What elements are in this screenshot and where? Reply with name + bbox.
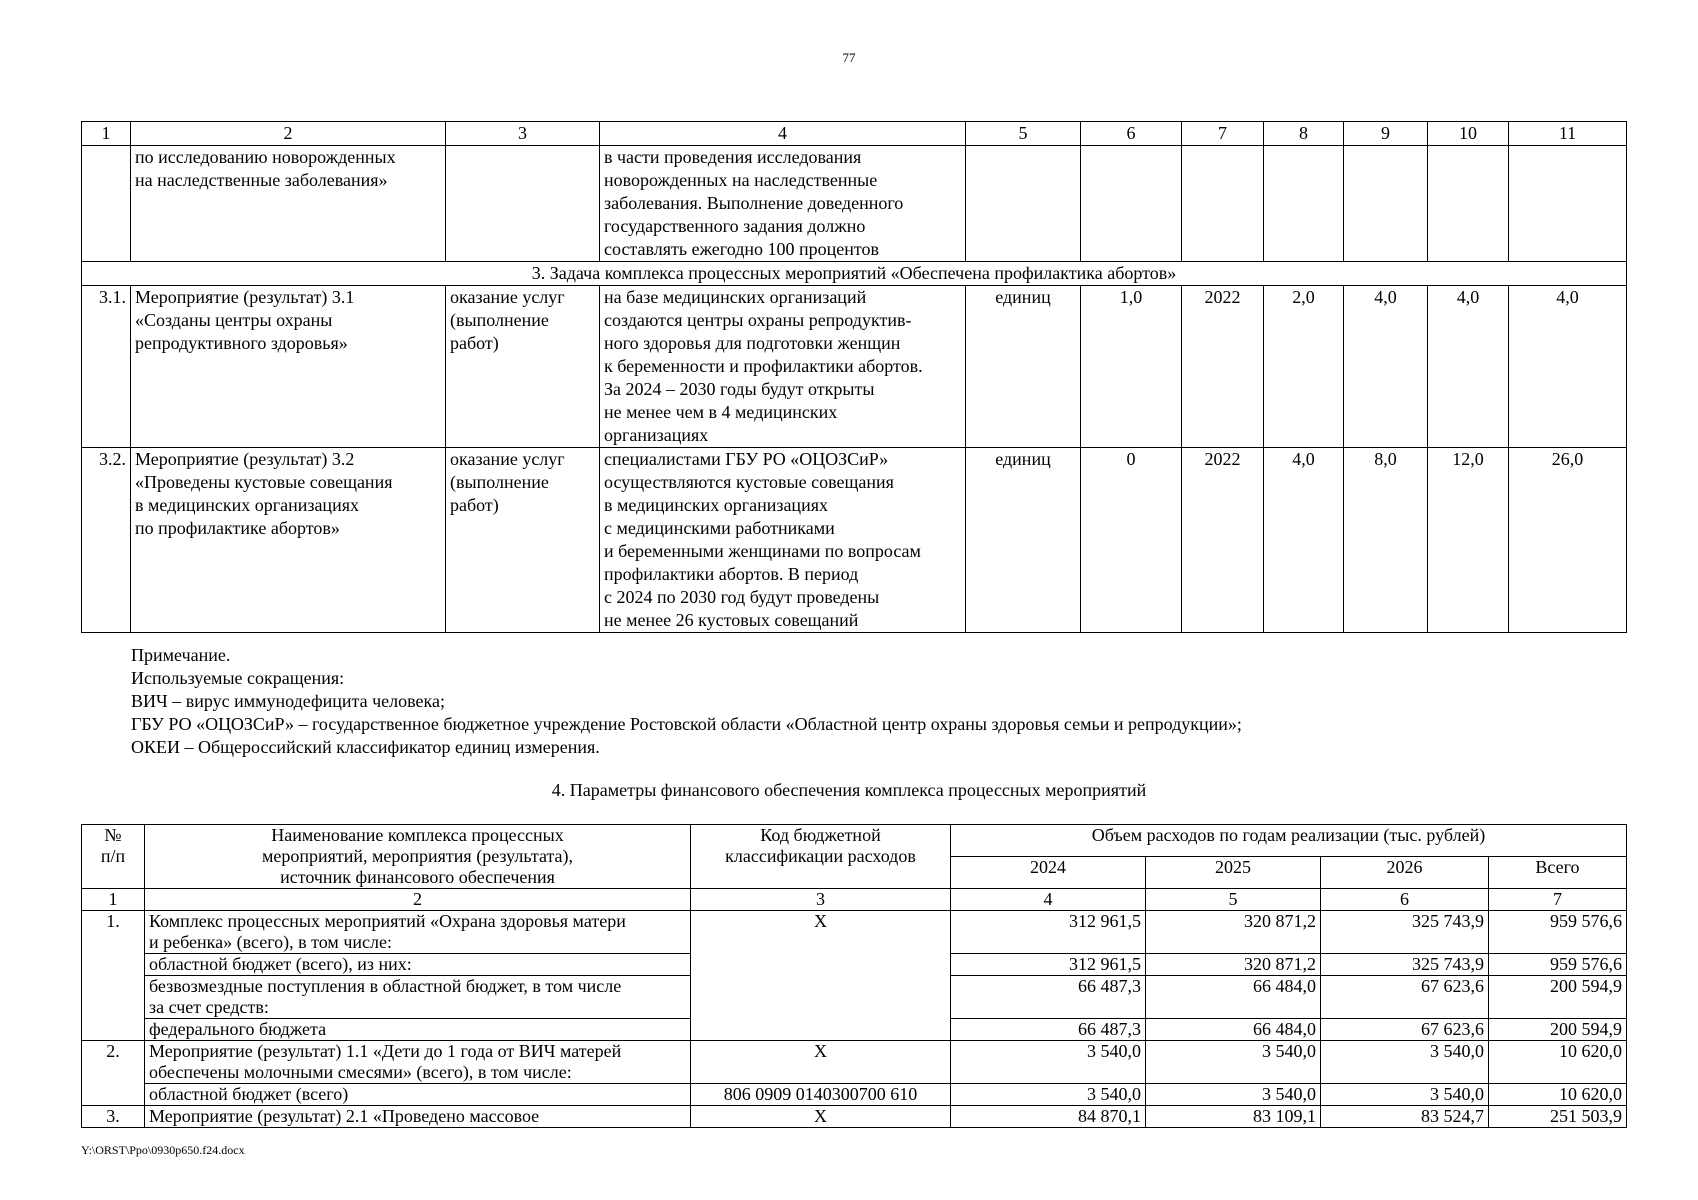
cell-name: Мероприятие (результат) 1.1 «Дети до 1 года от ВИЧ матерей обеспечены молочными смесями» (всего), в том числе: [145, 1041, 691, 1084]
cell-value: 320 871,2 [1146, 911, 1321, 954]
cell-value: 66 484,0 [1146, 976, 1321, 1019]
cell-value: 959 576,6 [1489, 954, 1627, 976]
cell-value: 251 503,9 [1489, 1106, 1627, 1128]
cell-value: 3 540,0 [1321, 1084, 1489, 1106]
table-header-row [82, 825, 1627, 857]
cell-description: на базе медицинских организаций создаются центры охраны репродуктив- ного здоровья для подготовки женщин к беременности и профилактики абортов. За 2024 – 2030 годы будут открыты не менее чем в 4 медицинских организациях [600, 286, 966, 448]
note-line: Примечание. [131, 645, 231, 665]
file-path-footer: Y:\ORST\Ppo\0930p650.f24.docx [81, 1143, 245, 1157]
cell-value: 312 961,5 [951, 911, 1146, 954]
cell-value: 67 623,6 [1321, 976, 1489, 1019]
cell-code: 806 0909 0140300700 610 [691, 1084, 951, 1106]
cell-name: безвозмездные поступления в областной бюджет, в том числе за счет средств: [145, 976, 691, 1019]
cell-name: Мероприятие (результат) 3.1 «Созданы центры охраны репродуктивного здоровья» [131, 286, 446, 448]
cell [966, 146, 1081, 262]
cell-value: 66 487,3 [951, 976, 1146, 1019]
finance-table [81, 824, 1627, 1128]
cell-type: оказание услуг (выполнение работ) [446, 448, 600, 633]
row-number: 3.2. [82, 448, 131, 633]
col-header: 11 [1509, 122, 1627, 146]
table-row [82, 1084, 1627, 1106]
table-row [82, 448, 1627, 633]
cell-value: 200 594,9 [1489, 1019, 1627, 1041]
cell-type: оказание услуг (выполнение работ) [446, 286, 600, 448]
header-code: Код бюджетной классификации расходов [691, 825, 951, 889]
cell-value: 4,0 [1264, 448, 1344, 633]
cell [446, 146, 600, 262]
row-number: 1. [82, 911, 145, 1041]
table-row [82, 146, 1627, 262]
cell-name: Мероприятие (результат) 3.2 «Проведены кустовые совещания в медицинских организациях по профилактике абортов» [131, 448, 446, 633]
cell [1509, 146, 1627, 262]
cell-value: 10 620,0 [1489, 1084, 1627, 1106]
cell-value: 4,0 [1428, 286, 1509, 448]
note-line: ГБУ РО «ОЦОЗСиР» – государственное бюджетное учреждение Ростовской области «Областной центр охраны здоровья семьи и репродукции»; [131, 714, 1242, 734]
cell-value: 8,0 [1344, 448, 1428, 633]
cell-value: 26,0 [1509, 448, 1627, 633]
cell-value: 320 871,2 [1146, 954, 1321, 976]
note-line: Используемые сокращения: [131, 668, 345, 688]
cell-value: 66 484,0 [1146, 1019, 1321, 1041]
cell-value: 67 623,6 [1321, 1019, 1489, 1041]
cell-value: 12,0 [1428, 448, 1509, 633]
col-header: 6 [1081, 122, 1182, 146]
note-line: ОКЕИ – Общероссийский классификатор единиц измерения. [131, 737, 600, 757]
cell [1081, 146, 1182, 262]
cell-name: областной бюджет (всего), из них: [145, 954, 691, 976]
cell-base-value: 0 [1081, 448, 1182, 633]
note-line: ВИЧ – вирус иммунодефицита человека; [131, 691, 445, 711]
cell-description: специалистами ГБУ РО «ОЦОЗСиР» осуществляются кустовые совещания в медицинских организациях с медицинскими работниками и беременными женщинами по вопросам профилактики абортов. В период с 2024 по 2030 год будут проведены не менее 26 кустовых совещаний [600, 448, 966, 633]
page-number: 77 [842, 50, 856, 65]
cell-value: 2,0 [1264, 286, 1344, 448]
col-header: 10 [1428, 122, 1509, 146]
cell-value: 83 524,7 [1321, 1106, 1489, 1128]
header-number: № п/п [82, 825, 145, 889]
cell [1264, 146, 1344, 262]
indicators-table [81, 121, 1627, 633]
col-header: 2 [131, 122, 446, 146]
cell-value: 3 540,0 [1321, 1041, 1489, 1084]
cell-name: федерального бюджета [145, 1019, 691, 1041]
cell [82, 146, 131, 262]
cell-code: Х [691, 1106, 951, 1128]
header-volume: Объем расходов по годам реализации (тыс. рублей) [951, 825, 1627, 857]
cell-unit: единиц [966, 448, 1081, 633]
cell-value: 312 961,5 [951, 954, 1146, 976]
cell-value: 325 743,9 [1321, 911, 1489, 954]
header-year: 2025 [1146, 857, 1321, 889]
cell-unit: единиц [966, 286, 1081, 448]
cell [1428, 146, 1509, 262]
col-number: 7 [1489, 889, 1627, 911]
column-number-row [82, 889, 1627, 911]
col-header: 1 [82, 122, 131, 146]
cell-value: 10 620,0 [1489, 1041, 1627, 1084]
cell-value: 959 576,6 [1489, 911, 1627, 954]
cell-value: 4,0 [1509, 286, 1627, 448]
col-number: 3 [691, 889, 951, 911]
col-header: 7 [1182, 122, 1264, 146]
col-number: 5 [1146, 889, 1321, 911]
cell-base-value: 1,0 [1081, 286, 1182, 448]
cell-description: в части проведения исследования новорожденных на наследственные заболевания. Выполнение доведенного государственного задания должно составлять ежегодно 100 процентов [600, 146, 966, 262]
cell-value: 4,0 [1344, 286, 1428, 448]
col-header: 3 [446, 122, 600, 146]
section-heading: 4. Параметры финансового обеспечения комплекса процессных мероприятий [551, 780, 1147, 800]
cell-value: 3 540,0 [951, 1084, 1146, 1106]
notes-block [131, 644, 1242, 759]
cell-value: 3 540,0 [1146, 1041, 1321, 1084]
header-name: Наименование комплекса процессных мероприятий, мероприятия (результата), источник финансового обеспечения [145, 825, 691, 889]
cell-value: 83 109,1 [1146, 1106, 1321, 1128]
cell-code: Х [691, 1041, 951, 1084]
table-header-row [82, 122, 1627, 146]
table-row [82, 1106, 1627, 1128]
cell-value: 66 487,3 [951, 1019, 1146, 1041]
cell-base-year: 2022 [1182, 286, 1264, 448]
header-year: 2026 [1321, 857, 1489, 889]
col-header: 8 [1264, 122, 1344, 146]
header-total: Всего [1489, 857, 1627, 889]
cell-name: областной бюджет (всего) [145, 1084, 691, 1106]
table-row [82, 1041, 1627, 1084]
cell-name: по исследованию новорожденных на наследственные заболевания» [131, 146, 446, 262]
cell-value: 3 540,0 [951, 1041, 1146, 1084]
cell-base-year: 2022 [1182, 448, 1264, 633]
cell-code: Х [691, 911, 951, 1041]
table-row [82, 286, 1627, 448]
cell-value: 84 870,1 [951, 1106, 1146, 1128]
cell-value: 325 743,9 [1321, 954, 1489, 976]
col-number: 2 [145, 889, 691, 911]
col-header: 5 [966, 122, 1081, 146]
table-row [82, 911, 1627, 954]
row-number: 2. [82, 1041, 145, 1106]
row-number: 3. [82, 1106, 145, 1128]
cell-name: Комплекс процессных мероприятий «Охрана здоровья матери и ребенка» (всего), в том числе: [145, 911, 691, 954]
cell [1182, 146, 1264, 262]
col-number: 6 [1321, 889, 1489, 911]
section-row [82, 262, 1627, 286]
cell-value: 3 540,0 [1146, 1084, 1321, 1106]
row-number: 3.1. [82, 286, 131, 448]
col-number: 4 [951, 889, 1146, 911]
col-number: 1 [82, 889, 145, 911]
col-header: 9 [1344, 122, 1428, 146]
cell-value: 200 594,9 [1489, 976, 1627, 1019]
header-year: 2024 [951, 857, 1146, 889]
section-title: 3. Задача комплекса процессных мероприятий «Обеспечена профилактика абортов» [82, 262, 1627, 286]
cell [1344, 146, 1428, 262]
cell-name: Мероприятие (результат) 2.1 «Проведено массовое [145, 1106, 691, 1128]
col-header: 4 [600, 122, 966, 146]
